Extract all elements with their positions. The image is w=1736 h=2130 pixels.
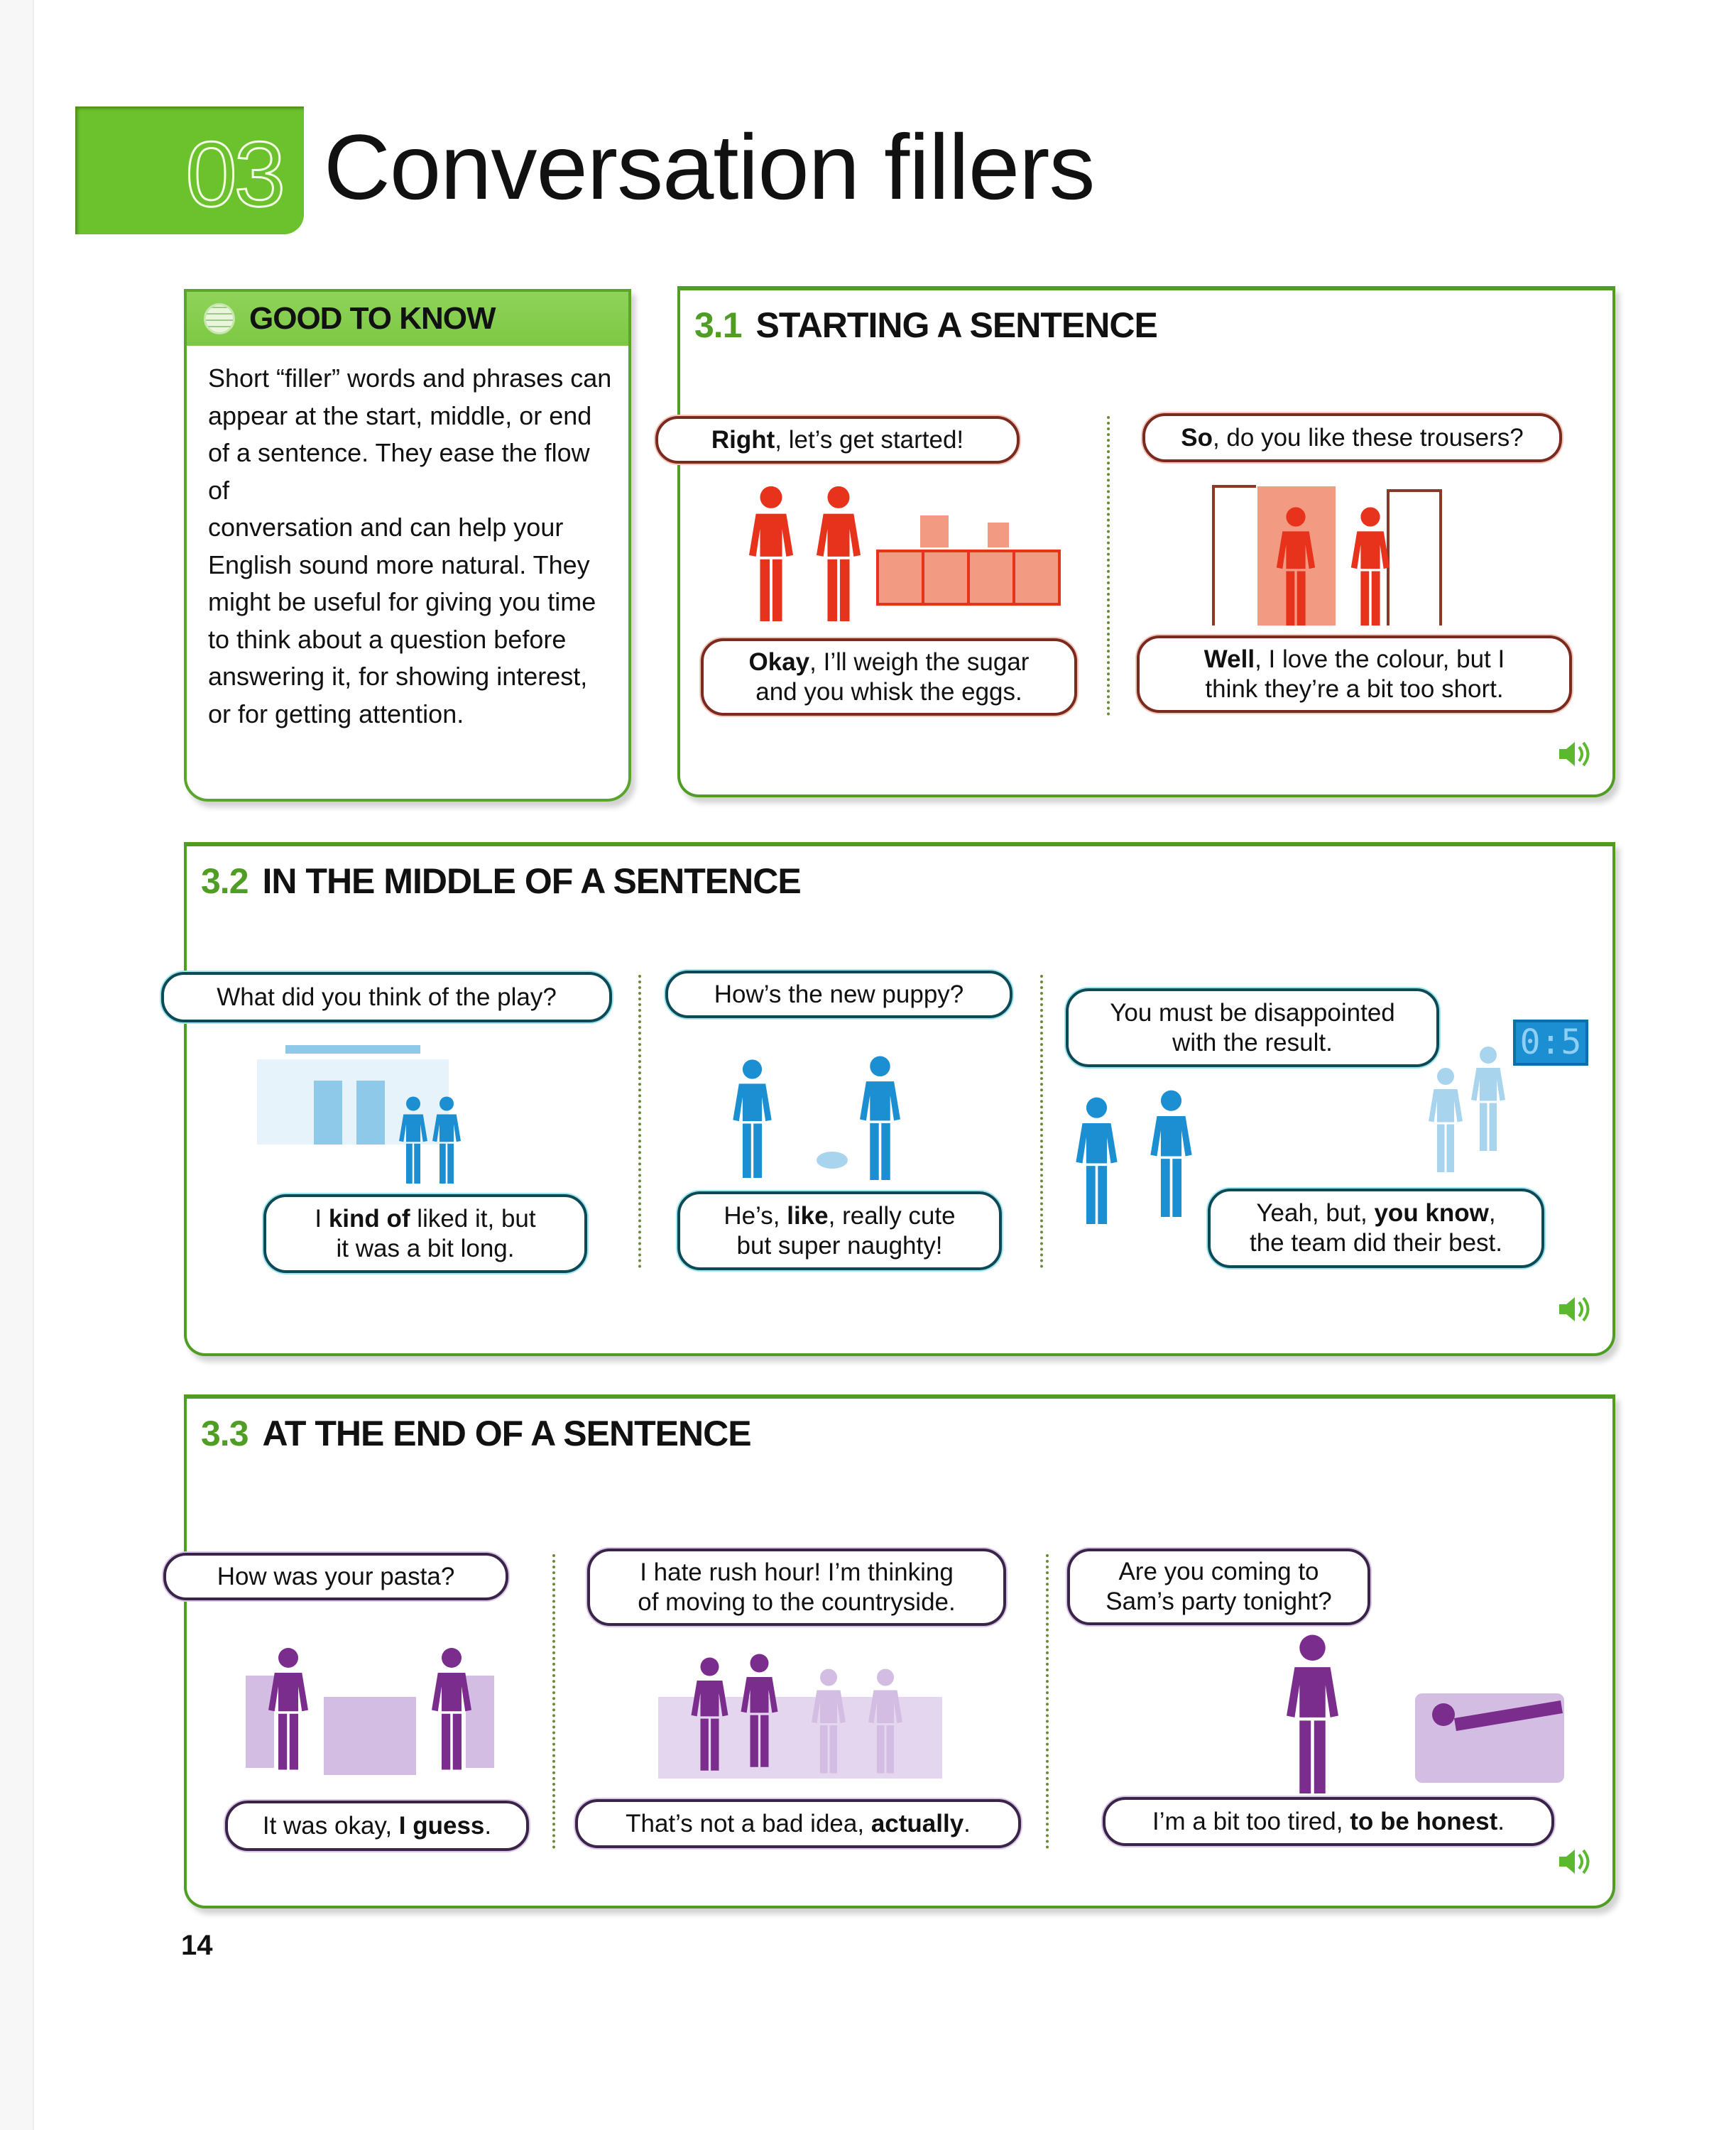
bubble-text	[315, 1204, 535, 1264]
bubble-text: I	[315, 1204, 329, 1233]
bubble-text: kind of	[328, 1204, 410, 1233]
good-to-know-header	[187, 292, 628, 346]
good-to-know-title: GOOD TO KNOW	[249, 301, 496, 336]
bubble-text: actually	[870, 1809, 964, 1837]
bubble-text	[749, 648, 1030, 707]
text-line: appear at the start, middle, or end	[208, 400, 592, 430]
page-title: Conversation fillers	[324, 115, 1095, 219]
good-to-know-text	[208, 360, 614, 733]
scoreboard: 0:5	[1513, 1020, 1588, 1066]
bubble-text: .	[963, 1809, 971, 1837]
text-line: Short “filler” words and phrases can	[208, 364, 612, 393]
bubble-text	[1181, 423, 1523, 453]
divider	[552, 1554, 555, 1849]
chapter-number: 03	[185, 122, 283, 226]
bubble-text: Well	[1203, 645, 1255, 673]
divider	[638, 975, 641, 1268]
bubble-text: like	[787, 1201, 829, 1230]
speech-bubble	[1142, 413, 1562, 462]
text-line: or for getting attention.	[208, 699, 464, 728]
bubble-text	[626, 1809, 971, 1839]
speech-bubble	[701, 638, 1077, 716]
speech-bubble	[1137, 635, 1572, 713]
globe-icon	[204, 303, 235, 334]
rush-hour-illustration	[658, 1640, 942, 1779]
section-heading: AT THE END OF A SENTENCE	[262, 1414, 751, 1453]
bubble-text	[263, 1811, 491, 1841]
speech-bubble	[655, 416, 1020, 464]
audio-speaker-icon[interactable]	[1556, 1846, 1592, 1877]
speech-bubble	[263, 1194, 587, 1273]
bubble-text: Yeah, but,	[1256, 1199, 1375, 1227]
standing-man-illustration	[1272, 1632, 1353, 1793]
kitchen-illustration	[743, 484, 1062, 621]
bubble-text: How was your pasta?	[217, 1562, 455, 1590]
bubble-text: Are you coming to Sam’s party tonight?	[1106, 1558, 1332, 1615]
section-title	[694, 305, 1157, 346]
speech-bubble	[225, 1801, 529, 1851]
divider	[1046, 1554, 1049, 1849]
speech-bubble	[677, 1191, 1002, 1270]
bubble-text: , I love the colour, but I think they’re a bit too short.	[1205, 645, 1505, 703]
page-number: 14	[181, 1930, 213, 1961]
audio-speaker-icon[interactable]	[1556, 1294, 1592, 1325]
bubble-text: You must be disappointed with the result.	[1110, 998, 1395, 1056]
bubble-text: to be honest	[1350, 1807, 1498, 1835]
speech-bubble	[665, 971, 1012, 1018]
text-line: answering it, for showing interest,	[208, 662, 588, 691]
page-edge	[0, 0, 34, 2130]
bubble-text: That’s not a bad idea,	[626, 1809, 871, 1837]
speech-bubble	[1066, 988, 1439, 1067]
bubble-text: , I’ll weigh the sugar and you whisk the eggs.	[755, 648, 1030, 706]
bubble-text: Right	[711, 425, 775, 454]
bubble-text: How’s the new puppy?	[714, 980, 964, 1008]
bubble-text: , really cute but super naughty!	[736, 1201, 956, 1260]
bubble-text: .	[484, 1811, 492, 1840]
divider	[1107, 416, 1110, 716]
bubble-text: you know	[1374, 1199, 1489, 1227]
text-line: English sound more natural. They	[208, 550, 590, 579]
bubble-text: He’s,	[724, 1201, 787, 1230]
speech-bubble	[1067, 1549, 1370, 1625]
bubble-text: , let’s get started!	[775, 425, 964, 454]
divider	[1040, 975, 1043, 1268]
bubble-text: So	[1181, 423, 1213, 452]
puppy-illustration	[719, 1054, 924, 1180]
bubble-text: It was okay,	[262, 1811, 399, 1840]
section-number: 3.1	[694, 305, 742, 345]
bubble-text: I guess	[398, 1811, 485, 1840]
bubble-text	[1204, 645, 1505, 704]
bubble-text: What did you think of the play?	[217, 983, 557, 1011]
text-line: might be useful for giving you time	[208, 587, 596, 616]
players-illustration	[1424, 1043, 1515, 1174]
chapter-number-badge	[75, 106, 304, 234]
bubble-text: Okay	[748, 648, 810, 676]
bubble-text: I’m a bit too tired,	[1152, 1807, 1350, 1835]
section-number: 3.2	[201, 861, 249, 901]
bubble-text	[711, 425, 963, 455]
bubble-text: , the team did their best.	[1249, 1199, 1503, 1257]
text-line: of a sentence. They ease the flow of	[208, 438, 590, 505]
section-title	[201, 1413, 751, 1454]
bubble-text: I hate rush hour! I’m thinking of moving to the countryside.	[638, 1558, 956, 1616]
bubble-text: liked it, but it was a bit long.	[336, 1204, 536, 1262]
section-heading: IN THE MIDDLE OF A SENTENCE	[262, 861, 801, 901]
audio-speaker-icon[interactable]	[1556, 738, 1592, 770]
speech-bubble	[575, 1799, 1021, 1848]
speech-bubble	[161, 972, 612, 1022]
bubble-text	[724, 1201, 955, 1261]
speech-bubble	[163, 1553, 508, 1600]
theatre-illustration	[243, 1045, 477, 1184]
section-number: 3.3	[201, 1414, 249, 1453]
text-line: to think about a question before	[208, 624, 567, 654]
speech-bubble	[1103, 1797, 1554, 1846]
section-title	[201, 861, 801, 902]
changing-room-illustration	[1211, 484, 1445, 627]
sofa-illustration	[1415, 1686, 1564, 1783]
text-line: conversation and can help your	[208, 513, 564, 542]
bubble-text: .	[1497, 1807, 1505, 1835]
good-to-know-box	[184, 289, 631, 802]
speech-bubble	[1208, 1189, 1544, 1268]
bubble-text	[1152, 1807, 1505, 1837]
speech-bubble	[587, 1549, 1006, 1626]
bubble-text: , do you like these trousers?	[1212, 423, 1524, 452]
bubble-text	[1250, 1198, 1502, 1258]
section-heading: STARTING A SENTENCE	[755, 305, 1157, 345]
fans-illustration	[1070, 1088, 1208, 1224]
restaurant-illustration	[246, 1640, 494, 1779]
